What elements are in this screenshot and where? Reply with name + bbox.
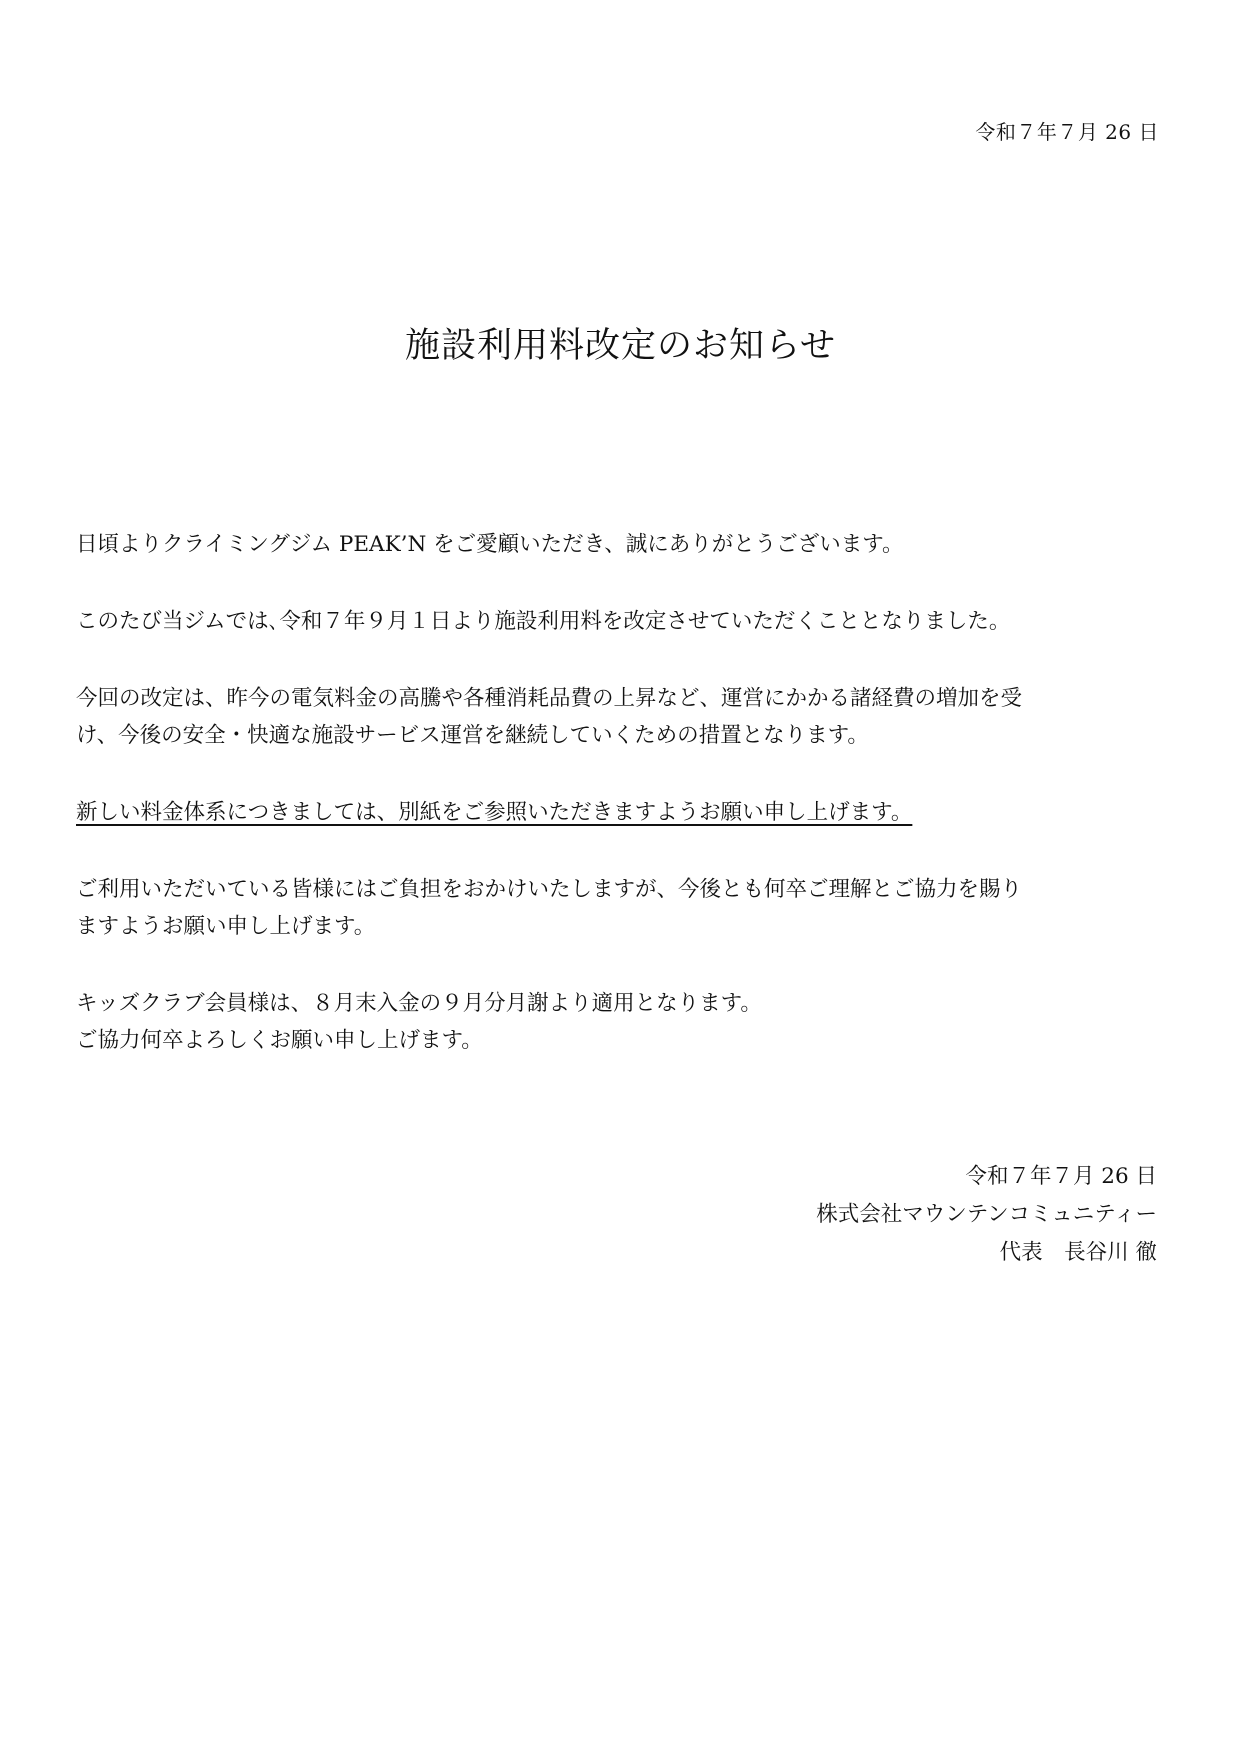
paragraph-line: ご利用いただいている皆様にはご負担をおかけいたしますが、今後とも何卒ご理解とご協力を賜り	[76, 877, 1023, 902]
paragraph-announcement	[76, 603, 1166, 640]
paragraph-line: ますようお願い申し上げます。	[76, 914, 376, 939]
signature-block	[816, 1158, 1157, 1272]
issue-date: 令和７年７月 26 日	[975, 120, 1159, 144]
paragraph-line: このたび当ジムでは､令和７年９月１日より施設利用料を改定させていただくこととなりました。	[76, 609, 1011, 634]
paragraph-line: 今回の改定は、昨今の電気料金の高騰や各種消耗品費の上昇など、運営にかかる諸経費の増加を受	[76, 686, 1023, 711]
paragraph-new-pricing	[76, 794, 1166, 831]
paragraph-apology	[76, 871, 1166, 945]
paragraph-kids-club	[76, 985, 1166, 1059]
document-title: 施設利用料改定のお知らせ	[405, 326, 836, 366]
paragraph-greeting	[76, 526, 1166, 563]
paragraph-reason	[76, 680, 1166, 754]
company-name: 株式会社マウンテンコミュニティー	[816, 1202, 1157, 1227]
paragraph-line: け、今後の安全・快適な施設サービス運営を継続していくための措置となります。	[76, 723, 869, 748]
paragraph-line: 日頃よりクライミングジム PEAK’N をご愛顧いただき、誠にありがとうございます。	[76, 532, 904, 557]
paragraph-line-underlined: 新しい料金体系につきましては、別紙をご参照いただきますようお願い申し上げます。	[76, 800, 913, 825]
paragraph-line: ご協力何卒よろしくお願い申し上げます。	[76, 1028, 483, 1053]
document-body	[76, 526, 1166, 1099]
paragraph-line: キッズクラブ会員様は、８月末入金の９月分月謝より適用となります。	[76, 991, 762, 1016]
representative-name: 代表 長谷川 徹	[999, 1240, 1157, 1265]
signature-date: 令和７年７月 26 日	[965, 1164, 1157, 1189]
